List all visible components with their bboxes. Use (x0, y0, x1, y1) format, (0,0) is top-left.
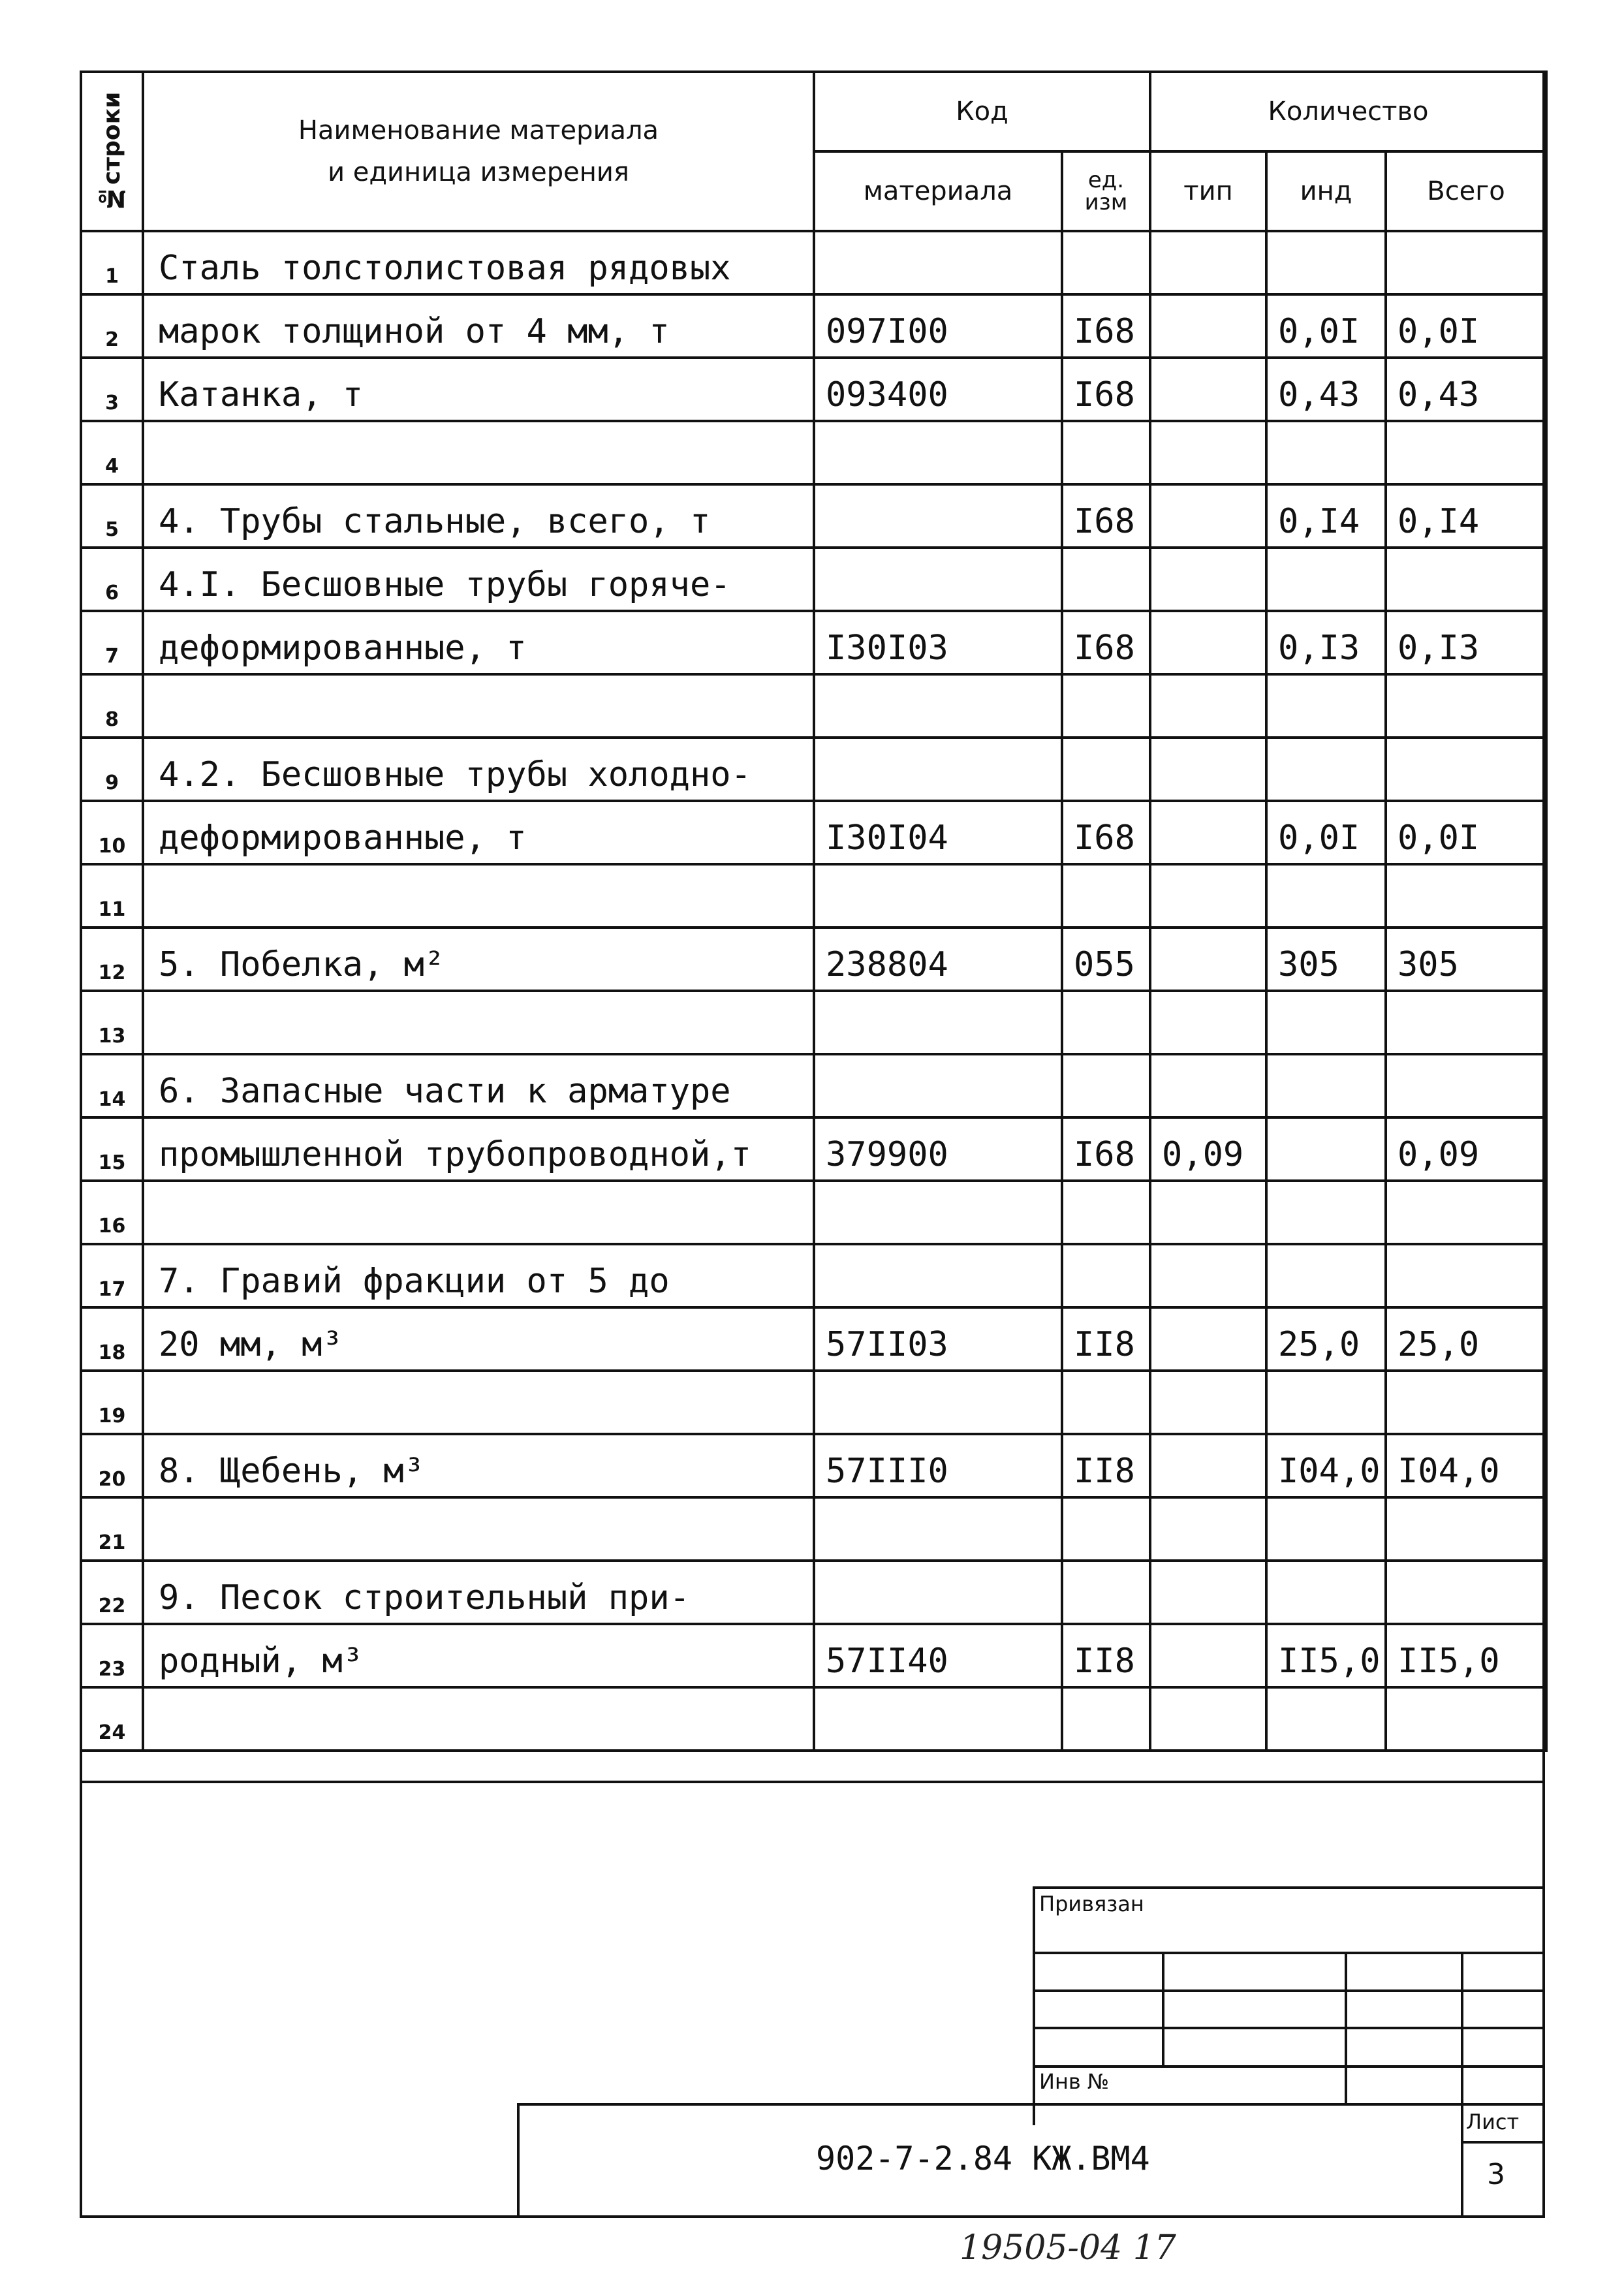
quantity-ind (1266, 1371, 1386, 1434)
material-code: 57II03 (814, 1307, 1062, 1371)
quantity-total: 0,I3 (1386, 611, 1546, 674)
table-row (81, 1054, 1546, 1117)
quantity-total (1386, 991, 1546, 1054)
table-row (81, 548, 1546, 611)
quantity-type (1150, 294, 1266, 358)
quantity-type (1150, 1497, 1266, 1561)
row-number: 24 (81, 1687, 143, 1751)
unit-code (1062, 1244, 1150, 1307)
quantity-ind (1266, 1117, 1386, 1181)
quantity-ind (1266, 674, 1386, 738)
material-name: марок толщиной от 4 мм, т (143, 294, 814, 358)
quantity-type (1150, 1687, 1266, 1751)
material-code: 57III0 (814, 1434, 1062, 1497)
row-number: 7 (81, 611, 143, 674)
table-row (81, 294, 1546, 358)
material-code (814, 1561, 1062, 1624)
sheet-number: 3 (1487, 2158, 1505, 2191)
table-row (81, 358, 1546, 421)
unit-code: II8 (1062, 1307, 1150, 1371)
unit-code (1062, 1497, 1150, 1561)
material-name (143, 1497, 814, 1561)
bound-grid-line (1033, 2027, 1545, 2029)
table-row (81, 1117, 1546, 1181)
quantity-ind: 25,0 (1266, 1307, 1386, 1371)
row-number: 17 (81, 1244, 143, 1307)
quantity-total (1386, 1244, 1546, 1307)
unit-code (1062, 1181, 1150, 1244)
material-code (814, 738, 1062, 801)
quantity-total: 0,I4 (1386, 484, 1546, 548)
unit-code: II8 (1062, 1434, 1150, 1497)
sheet-label: Лист (1466, 2110, 1520, 2134)
quantity-ind (1266, 548, 1386, 611)
quantity-ind (1266, 991, 1386, 1054)
quantity-type (1150, 864, 1266, 928)
unit-code (1062, 1687, 1150, 1751)
table-row (81, 1624, 1546, 1687)
title-top-line (517, 2103, 1545, 2106)
material-code (814, 1054, 1062, 1117)
header-row-1 (81, 72, 1546, 151)
material-code (814, 1244, 1062, 1307)
row-number: 18 (81, 1307, 143, 1371)
material-name: 4.2. Бесшовные трубы холодно- (143, 738, 814, 801)
material-name: 4.I. Бесшовные трубы горяче- (143, 548, 814, 611)
material-code (814, 231, 1062, 294)
unit-code (1062, 231, 1150, 294)
material-name (143, 1371, 814, 1434)
code-group-header: Код (814, 72, 1150, 151)
table-row (81, 1434, 1546, 1497)
quantity-type (1150, 1371, 1266, 1434)
material-name (143, 991, 814, 1054)
material-name: 6. Запасные части к арматуре (143, 1054, 814, 1117)
row-number: 5 (81, 484, 143, 548)
quantity-type (1150, 928, 1266, 991)
material-name: 9. Песок строительный при- (143, 1561, 814, 1624)
row-number: 13 (81, 991, 143, 1054)
row-number: 22 (81, 1561, 143, 1624)
material-name: промышленной трубопроводной,т (143, 1117, 814, 1181)
name-header (143, 72, 814, 231)
bound-label: Привязан (1039, 1892, 1144, 1916)
bound-grid-vline (1345, 1952, 1347, 2103)
material-name: деформированные, т (143, 801, 814, 864)
quantity-ind: 305 (1266, 928, 1386, 991)
quantity-type (1150, 1434, 1266, 1497)
row-number: 21 (81, 1497, 143, 1561)
material-code (814, 864, 1062, 928)
quantity-ind (1266, 1054, 1386, 1117)
quantity-ind (1266, 1244, 1386, 1307)
material-code: 57II40 (814, 1624, 1062, 1687)
table-row (81, 1561, 1546, 1624)
quantity-ind: 0,I3 (1266, 611, 1386, 674)
quantity-ind: II5,0 (1266, 1624, 1386, 1687)
quantity-ind (1266, 1181, 1386, 1244)
bound-grid-vline (1162, 1952, 1164, 2065)
row-number-header (81, 72, 143, 231)
type-header: тип (1150, 151, 1266, 231)
title-left-line (517, 2103, 520, 2218)
sheet-divider (1461, 2141, 1545, 2144)
quantity-ind: 0,0I (1266, 801, 1386, 864)
table-row (81, 738, 1546, 801)
material-code (814, 674, 1062, 738)
material-code: I30I04 (814, 801, 1062, 864)
unit-code (1062, 1371, 1150, 1434)
material-code (814, 484, 1062, 548)
quantity-total: I04,0 (1386, 1434, 1546, 1497)
quantity-ind (1266, 1497, 1386, 1561)
quantity-type (1150, 421, 1266, 484)
quantity-type (1150, 1054, 1266, 1117)
ind-header: инд (1266, 151, 1386, 231)
material-name: Сталь толстолистовая рядовых (143, 231, 814, 294)
material-code-header: материала (814, 151, 1062, 231)
row-number: 10 (81, 801, 143, 864)
quantity-type (1150, 1244, 1266, 1307)
table-row (81, 864, 1546, 928)
material-name: деформированные, т (143, 611, 814, 674)
quantity-ind (1266, 1687, 1386, 1751)
unit-code: I68 (1062, 484, 1150, 548)
row-number: 14 (81, 1054, 143, 1117)
table-bottom-line (80, 1781, 1545, 1783)
unit-code: I68 (1062, 358, 1150, 421)
quantity-total (1386, 231, 1546, 294)
row-number: 2 (81, 294, 143, 358)
material-name (143, 864, 814, 928)
quantity-ind: 0,0I (1266, 294, 1386, 358)
quantity-total (1386, 1371, 1546, 1434)
quantity-type (1150, 1624, 1266, 1687)
material-code (814, 421, 1062, 484)
material-name: 7. Гравий фракции от 5 до (143, 1244, 814, 1307)
title-right-line (1461, 2103, 1463, 2218)
unit-code: 055 (1062, 928, 1150, 991)
unit-code: I68 (1062, 611, 1150, 674)
quantity-ind (1266, 1561, 1386, 1624)
quantity-type (1150, 801, 1266, 864)
bound-grid-line (1033, 2065, 1545, 2068)
table-row (81, 1307, 1546, 1371)
table-row (81, 674, 1546, 738)
quantity-type (1150, 548, 1266, 611)
material-code (814, 548, 1062, 611)
quantity-total (1386, 674, 1546, 738)
unit-code (1062, 421, 1150, 484)
material-name (143, 421, 814, 484)
row-number-label: №строки (99, 91, 125, 211)
quantity-ind (1266, 738, 1386, 801)
table-row (81, 1181, 1546, 1244)
material-code: 093400 (814, 358, 1062, 421)
unit-header: ед. изм (1062, 151, 1150, 231)
quantity-total (1386, 1687, 1546, 1751)
quantity-total (1386, 738, 1546, 801)
unit-code (1062, 1054, 1150, 1117)
table-row (81, 611, 1546, 674)
materials-table (80, 70, 1548, 1752)
document-code: 902-7-2.84 КЖ.ВМ4 (816, 2140, 1150, 2177)
quantity-total: 0,0I (1386, 801, 1546, 864)
quantity-type (1150, 738, 1266, 801)
row-number: 6 (81, 548, 143, 611)
bound-left-line (1033, 1886, 1035, 2125)
material-name: 4. Трубы стальные, всего, т (143, 484, 814, 548)
material-code: 097I00 (814, 294, 1062, 358)
unit-code (1062, 991, 1150, 1054)
row-number: 8 (81, 674, 143, 738)
name-header-line2: и единица измерения (328, 157, 629, 187)
unit-code: II8 (1062, 1624, 1150, 1687)
archive-number: 19505-04 17 (960, 2228, 1176, 2268)
material-code (814, 1497, 1062, 1561)
quantity-type (1150, 1561, 1266, 1624)
quantity-type (1150, 674, 1266, 738)
material-name: 5. Побелка, м² (143, 928, 814, 991)
table-row (81, 1244, 1546, 1307)
bound-grid-line (1033, 1989, 1545, 1992)
material-name (143, 1181, 814, 1244)
quantity-type (1150, 611, 1266, 674)
table-row (81, 928, 1546, 991)
quantity-ind: 0,I4 (1266, 484, 1386, 548)
quantity-ind: 0,43 (1266, 358, 1386, 421)
material-name: 20 мм, м³ (143, 1307, 814, 1371)
table-row (81, 421, 1546, 484)
quantity-type (1150, 1181, 1266, 1244)
bound-grid-vline (1461, 1952, 1463, 2103)
table-row (81, 1687, 1546, 1751)
quantity-group-header: Количество (1150, 72, 1546, 151)
quantity-type (1150, 1307, 1266, 1371)
material-code (814, 1687, 1062, 1751)
unit-code: I68 (1062, 1117, 1150, 1181)
unit-code: I68 (1062, 801, 1150, 864)
quantity-total (1386, 421, 1546, 484)
bound-grid-line (1033, 1952, 1545, 1954)
table-row (81, 991, 1546, 1054)
row-number: 20 (81, 1434, 143, 1497)
quantity-total: 0,43 (1386, 358, 1546, 421)
unit-code: I68 (1062, 294, 1150, 358)
unit-code (1062, 864, 1150, 928)
material-name: Катанка, т (143, 358, 814, 421)
quantity-total: 0,09 (1386, 1117, 1546, 1181)
unit-code (1062, 548, 1150, 611)
unit-code (1062, 738, 1150, 801)
quantity-total: 0,0I (1386, 294, 1546, 358)
quantity-type (1150, 231, 1266, 294)
material-code: 238804 (814, 928, 1062, 991)
row-number: 19 (81, 1371, 143, 1434)
quantity-total: II5,0 (1386, 1624, 1546, 1687)
material-code (814, 1181, 1062, 1244)
table-row (81, 801, 1546, 864)
quantity-ind (1266, 231, 1386, 294)
material-name (143, 1687, 814, 1751)
quantity-ind (1266, 421, 1386, 484)
unit-code (1062, 674, 1150, 738)
row-number: 16 (81, 1181, 143, 1244)
row-number: 23 (81, 1624, 143, 1687)
total-header: Всего (1386, 151, 1546, 231)
quantity-type (1150, 484, 1266, 548)
quantity-total (1386, 1054, 1546, 1117)
quantity-total (1386, 1181, 1546, 1244)
row-number: 9 (81, 738, 143, 801)
row-number: 15 (81, 1117, 143, 1181)
quantity-ind: I04,0 (1266, 1434, 1386, 1497)
unit-code (1062, 1561, 1150, 1624)
row-number: 12 (81, 928, 143, 991)
table-row (81, 1371, 1546, 1434)
material-name: 8. Щебень, м³ (143, 1434, 814, 1497)
name-header-line1: Наименование материала (298, 116, 659, 146)
row-number: 1 (81, 231, 143, 294)
row-number: 11 (81, 864, 143, 928)
quantity-total (1386, 1497, 1546, 1561)
table-row (81, 231, 1546, 294)
row-number: 3 (81, 358, 143, 421)
quantity-total: 25,0 (1386, 1307, 1546, 1371)
row-number: 4 (81, 421, 143, 484)
material-code (814, 1371, 1062, 1434)
material-code (814, 991, 1062, 1054)
quantity-type (1150, 358, 1266, 421)
quantity-ind (1266, 864, 1386, 928)
quantity-type: 0,09 (1150, 1117, 1266, 1181)
quantity-total: 305 (1386, 928, 1546, 991)
table-row (81, 484, 1546, 548)
quantity-total (1386, 864, 1546, 928)
material-code: I30I03 (814, 611, 1062, 674)
material-name (143, 674, 814, 738)
material-code: 379900 (814, 1117, 1062, 1181)
quantity-total (1386, 548, 1546, 611)
quantity-type (1150, 991, 1266, 1054)
inv-label: Инв № (1039, 2069, 1110, 2094)
material-name: родный, м³ (143, 1624, 814, 1687)
bound-top-line (1033, 1886, 1545, 1889)
table-row (81, 1497, 1546, 1561)
quantity-total (1386, 1561, 1546, 1624)
